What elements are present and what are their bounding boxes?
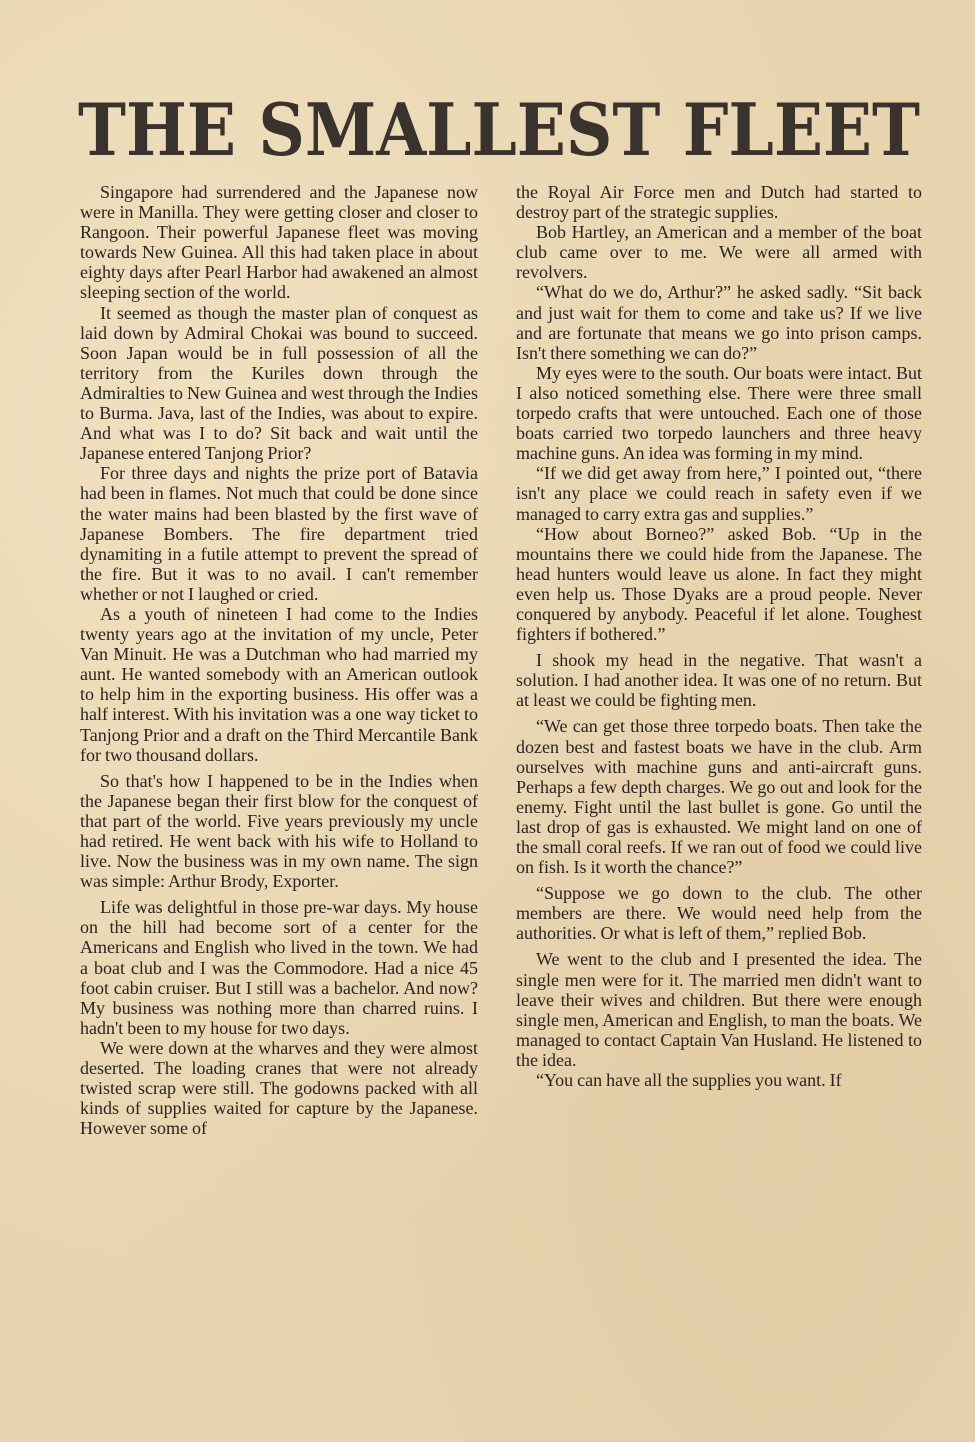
- title-block: [78, 88, 920, 172]
- story-title: THE SMALLEST FLEET: [78, 88, 920, 172]
- paragraph: Singapore had surrendered and the Japanese now were in Manilla. They were getting closer and closer to Rangoon. Their powerful Japanese fleet was moving towards New Guinea. All this had taken place in about eighty days after Pearl Harbor had awakened an almost sleeping section of the world.: [80, 182, 478, 303]
- paragraph: So that's how I happened to be in the Indies when the Japanese began their first blow for the conquest of that part of the world. Five years previously my uncle had retired. He went back with his wife to Holland to live. Now the business was in my own name. The sign was simple: Arthur Brody, Exporter.: [80, 770, 478, 892]
- paragraph: For three days and nights the prize port of Batavia had been in flames. Not much that could be done since the water mains had been blasted by the first wave of Japanese Bombers. The fire department tried dynamiting in a futile attempt to prevent the spread of the fire. But it was to no avail. I can't remember whether or not I laughed or cried.: [80, 463, 478, 604]
- paragraph: “You can have all the supplies you want. If: [536, 1070, 842, 1091]
- paragraph: My eyes were to the south. Our boats were intact. But I also noticed something else. There were three small torpedo crafts that were untouched. Each one of those boats carried two torpedo launchers and three heavy machine guns. An idea was forming in my mind.: [516, 362, 922, 464]
- paragraph: As a youth of nineteen I had come to the Indies twenty years ago at the invitation of my uncle, Peter Van Minuit. He was a Dutchman who had married my aunt. He wanted somebody with an American outlook to help him in the exporting business. His offer was a half interest. With his invitation was a one way ticket to Tanjong Prior and a draft on the Third Mercantile Bank for two thousand dollars.: [80, 603, 478, 765]
- paragraph: “What do we do, Arthur?” he asked sadly. “Sit back and just wait for them to come and take us? If we live and are fortunate that means we go into prison camps. Isn't there something we can do?”: [516, 282, 922, 363]
- paragraph: It seemed as though the master plan of conquest as laid down by Admiral Chokai was bound to succeed. Soon Japan would be in full possession of all the territory from the Kuriles down through the Admiralties to New Guinea and west through the Indies to Burma. Java, last of the Indies, was about to expire. And what was I to do? Sit back and wait until the Japanese entered Tanjong Prior?: [80, 302, 478, 464]
- paragraph: Bob Hartley, an American and a member of the boat club came over to me. We were all armed with revolvers.: [516, 222, 922, 283]
- paragraph: “How about Borneo?” asked Bob. “Up in the mountains there we could hide from the Japanese. The head hunters would leave us alone. In fact they might even help us. Those Dyaks are a proud people. Never conquered by anybody. Peaceful if let alone. Toughest fighters if bothered.”: [516, 523, 922, 645]
- paragraph: We went to the club and I presented the idea. The single men were for it. The married men didn't want to leave their wives and children. But there were enough single men, American and English, to man the boats. We managed to contact Captain Van Husland. He listened to the idea.: [516, 949, 922, 1070]
- paragraph: I shook my head in the negative. That wasn't a solution. I had another idea. It was one of no return. But at least we could be fighting men.: [516, 650, 922, 711]
- text-columns: [80, 182, 922, 1138]
- paragraph: “We can get those three torpedo boats. Then take the dozen best and fastest boats we have in the club. Arm ourselves with machine guns and anti-aircraft guns. Perhaps a few depth charges. We go out and look for the enemy. Fight until the last bullet is gone. Go until the last drop of gas is exhausted. We might land on one of the small coral reefs. If we ran out of food we could live on fish. Is it worth the chance?”: [516, 716, 922, 878]
- text-column-left: [80, 182, 478, 1138]
- text-column-right: [516, 182, 922, 1090]
- paragraph: We were down at the wharves and they were almost deserted. The loading cranes that were not already twisted scrap were still. The godowns packed with all kinds of supplies waited for capture by the Japanese. However some of: [80, 1037, 478, 1139]
- paragraph: Life was delightful in those pre-war days. My house on the hill had become sort of a center for the Americans and English who lived in the town. We had a boat club and I was the Commodore. Had a nice 45 foot cabin cruiser. But I still was a bachelor. And now? My business was nothing more than charred ruins. I hadn't been to my house for two days.: [80, 897, 478, 1038]
- paragraph: the Royal Air Force men and Dutch had started to destroy part of the strategic supplies.: [516, 182, 922, 223]
- paragraph: “If we did get away from here,” I pointed out, “there isn't any place we could reach in safety even if we managed to carry extra gas and supplies.”: [516, 463, 922, 524]
- paragraph: “Suppose we go down to the club. The other members are there. We would need help from the authorities. Or what is left of them,” replied Bob.: [516, 883, 922, 944]
